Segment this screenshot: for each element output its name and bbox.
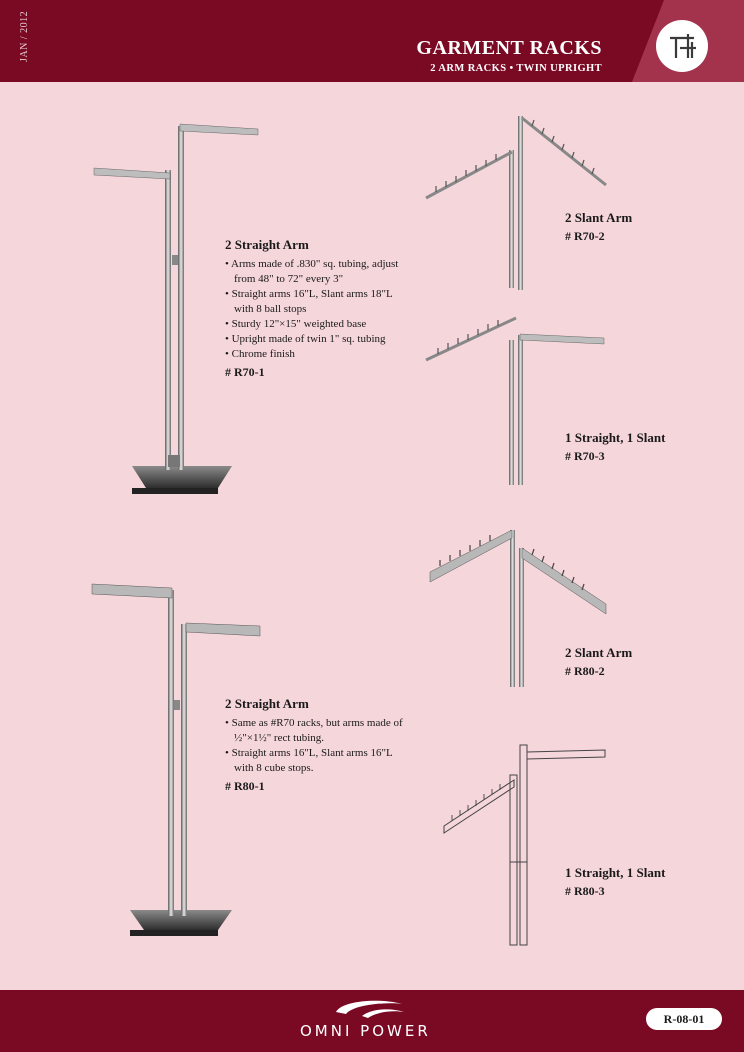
page-code-badge: R-08-01 [646,1008,722,1030]
feature-item: • Sturdy 12"×15" weighted base [225,318,367,330]
product-code: # R70-3 [565,449,605,463]
product-title: 1 Straight, 1 Slant [565,430,666,445]
feature-item: • Arms made of .830" sq. tubing, adjust from 48" to 72" every 3" [225,258,399,285]
page-title: GARMENT RACKS [416,37,602,59]
product-title: 2 Straight Arm [225,696,309,711]
feature-list [225,257,413,362]
product-r80-2 [565,644,632,680]
page-subtitle: 2 ARM RACKS • TWIN UPRIGHT [430,63,602,74]
issue-date: JAN / 2012 [19,10,30,62]
product-title: 1 Straight, 1 Slant [565,865,666,880]
product-title: 2 Slant Arm [565,210,633,225]
rack-r80-3-image [444,745,605,945]
product-code: # R80-1 [225,779,265,793]
product-r70-1 [225,237,413,380]
product-title: 2 Straight Arm [225,237,309,252]
product-code: # R70-2 [565,229,605,243]
feature-item: • Chrome finish [225,348,295,360]
product-code: # R70-1 [225,365,265,379]
feature-item: • Straight arms 16"L, Slant arms 18"L with 8 ball stops [225,288,393,315]
product-code: # R80-2 [565,664,605,678]
brand-name: OMNI POWER [300,1022,431,1040]
rack-r70-2-image [426,116,606,290]
feature-item: • Straight arms 16"L, Slant arms 16"L with 8 cube stops. [225,747,393,774]
feature-item: • Upright made of twin 1" sq. tubing [225,333,386,345]
product-r80-3 [565,864,665,900]
omni-power-logo-icon [332,998,412,1022]
feature-item: • Same as #R70 racks, but arms made of ½"×1½" rect tubing. [225,717,403,744]
product-r70-3 [565,429,665,465]
product-r70-2 [565,209,632,245]
product-title: 2 Slant Arm [565,645,633,660]
product-r80-1 [225,696,413,794]
product-code: # R80-3 [565,884,605,898]
feature-list [225,716,413,776]
